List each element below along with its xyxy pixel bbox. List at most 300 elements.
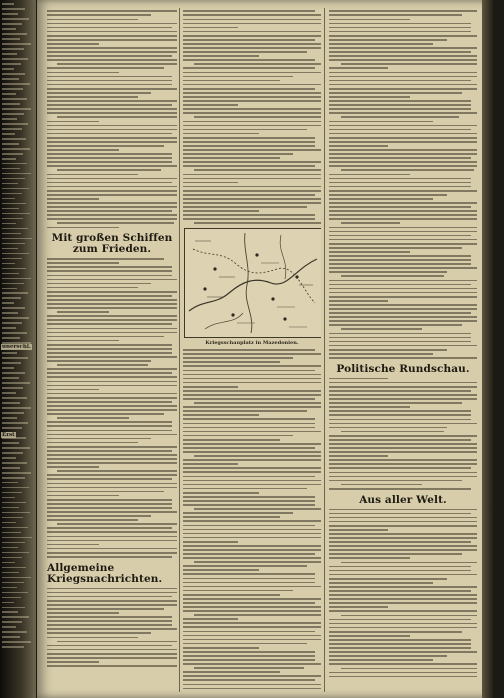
- column-middle: [183, 8, 321, 692]
- spine-text-line: [2, 367, 14, 369]
- text-line: [57, 63, 177, 65]
- text-line: [47, 495, 119, 497]
- text-line: [57, 311, 109, 313]
- text-line: [183, 59, 315, 61]
- text-line: [47, 430, 172, 432]
- text-line: [47, 381, 177, 383]
- text-line: [183, 84, 321, 86]
- spine-text-line: [2, 253, 29, 255]
- text-line: [329, 476, 477, 478]
- text-line: [47, 519, 138, 521]
- spine-text-line: [2, 292, 28, 294]
- text-line: [329, 606, 388, 608]
- text-line: [183, 23, 321, 25]
- spine-text-line: [2, 73, 25, 75]
- text-line: [183, 361, 280, 363]
- text-line: [47, 76, 172, 78]
- text-line: [329, 239, 477, 241]
- headline-political-review: Politische Rundschau.: [336, 362, 470, 375]
- spine-text-line: [2, 377, 19, 379]
- text-line: [47, 376, 177, 378]
- text-line: [183, 121, 321, 123]
- spine-text-line: [2, 427, 22, 429]
- text-line: [183, 394, 321, 396]
- spine-text-line: [2, 8, 25, 10]
- text-line: [329, 398, 477, 400]
- text-line: [183, 365, 321, 367]
- text-line: [329, 96, 410, 98]
- text-line: [47, 442, 138, 444]
- text-line: [47, 653, 177, 655]
- text-line: [329, 210, 477, 212]
- text-line: [183, 631, 315, 633]
- spine-text-line: [2, 13, 18, 15]
- text-line: [47, 548, 177, 550]
- text-line: [47, 72, 119, 74]
- text-line: [47, 397, 177, 399]
- text-line: [47, 112, 177, 114]
- text-line: [329, 316, 477, 318]
- text-line: [57, 364, 148, 366]
- text-line: [47, 10, 177, 12]
- text-line: [329, 202, 477, 204]
- article-text-block: [329, 378, 477, 490]
- spine-text-line: [2, 113, 24, 115]
- text-line: [47, 206, 177, 208]
- spine-fragment: unerschl.: [2, 344, 31, 350]
- text-line: [47, 59, 177, 61]
- text-line: [47, 145, 164, 147]
- text-line: [329, 121, 433, 123]
- text-line: [341, 562, 477, 564]
- text-line: [329, 610, 477, 612]
- text-line: [47, 23, 177, 25]
- text-line: [183, 165, 315, 167]
- spine-text-line: [2, 302, 14, 304]
- spine-text-line: [2, 203, 26, 205]
- text-line: [47, 401, 172, 403]
- text-line: [47, 303, 177, 305]
- text-line: [47, 612, 119, 614]
- text-line: [183, 573, 315, 575]
- text-line: [194, 169, 321, 171]
- text-line: [183, 476, 315, 478]
- text-line: [183, 206, 307, 208]
- binding-spine: [0, 0, 36, 698]
- text-line: [183, 578, 315, 580]
- text-line: [183, 349, 315, 351]
- spine-text-line: [2, 502, 26, 504]
- text-line: [183, 647, 259, 649]
- text-line: [47, 27, 172, 29]
- text-line: [183, 586, 321, 588]
- text-line: [329, 549, 477, 551]
- spine-text-line: [2, 38, 20, 40]
- text-line: [329, 631, 462, 633]
- text-line: [47, 55, 172, 57]
- text-line: [47, 67, 164, 69]
- text-line: [183, 374, 321, 376]
- text-line: [183, 496, 315, 498]
- text-line: [329, 390, 471, 392]
- text-line: [329, 190, 477, 192]
- text-line: [47, 80, 172, 82]
- text-line: [341, 275, 445, 277]
- text-line: [329, 382, 477, 384]
- text-line: [329, 480, 462, 482]
- spine-text-line: [2, 392, 16, 394]
- text-line: [183, 410, 307, 412]
- text-line: [329, 259, 471, 261]
- spine-text-line: [2, 552, 29, 554]
- spine-text-line: [2, 611, 18, 613]
- text-line: [329, 271, 447, 273]
- map-caption: Kriegsschauplatz in Mazedonien.: [205, 340, 299, 347]
- text-line: [183, 500, 315, 502]
- text-line: [329, 137, 477, 139]
- text-line: [329, 27, 471, 29]
- text-line: [47, 649, 177, 651]
- text-line: [329, 541, 471, 543]
- spine-text-line: [2, 28, 16, 30]
- text-line: [47, 165, 177, 167]
- text-line: [183, 431, 321, 433]
- text-line: [47, 178, 177, 180]
- text-line: [47, 393, 177, 395]
- text-line: [194, 402, 321, 404]
- text-line: [329, 545, 477, 547]
- text-line: [183, 92, 321, 94]
- text-line: [341, 431, 445, 433]
- text-line: [57, 417, 129, 419]
- text-line: [183, 125, 321, 127]
- text-line: [183, 218, 315, 220]
- text-line: [47, 133, 172, 135]
- text-line: [329, 402, 462, 404]
- spine-text-line: [2, 213, 30, 215]
- text-line: [329, 243, 477, 245]
- spine-text-line: [2, 527, 28, 529]
- spine-text-line: [2, 636, 20, 638]
- text-line: [183, 14, 321, 16]
- text-line: [329, 145, 388, 147]
- text-line: [329, 157, 471, 159]
- text-line: [329, 602, 477, 604]
- column-right: [329, 8, 477, 692]
- text-line: [47, 161, 172, 163]
- spine-text-line: [2, 557, 22, 559]
- article-text-block: [47, 10, 177, 228]
- text-line: [47, 104, 172, 106]
- text-line: [183, 427, 315, 429]
- text-line: [183, 684, 321, 686]
- spine-text-line: [2, 357, 28, 359]
- spine-text-line: [2, 592, 28, 594]
- text-line: [47, 632, 151, 634]
- text-line: [329, 557, 410, 559]
- text-line: [341, 328, 422, 330]
- text-line: [47, 503, 172, 505]
- text-line: [183, 533, 321, 535]
- text-line: [329, 288, 477, 290]
- text-line: [183, 569, 259, 571]
- text-line: [183, 675, 321, 677]
- text-line: [329, 357, 477, 359]
- spine-text-line: [2, 183, 18, 185]
- headline-world-news: Aus aller Welt.: [359, 493, 447, 506]
- text-line: [183, 202, 321, 204]
- text-line: [329, 345, 477, 347]
- text-line: [183, 618, 238, 620]
- text-line: [47, 14, 151, 16]
- text-line: [329, 198, 433, 200]
- text-line: [183, 516, 280, 518]
- spine-text-line: [2, 382, 30, 384]
- text-line: [57, 523, 177, 525]
- text-line: [47, 344, 172, 346]
- text-line: [183, 553, 315, 555]
- text-line: [329, 92, 462, 94]
- spine-text-line: [2, 243, 25, 245]
- spine-text-line: [2, 218, 23, 220]
- text-line: [329, 517, 477, 519]
- spine-text-line: [2, 522, 16, 524]
- text-line: [183, 35, 321, 37]
- text-line: [183, 149, 321, 151]
- text-line: [183, 545, 321, 547]
- text-line: [47, 637, 138, 639]
- spine-text-line: [2, 148, 30, 150]
- text-line: [183, 153, 293, 155]
- text-line: [329, 296, 477, 298]
- spine-text-line: [2, 317, 29, 319]
- text-line: [329, 635, 410, 637]
- spine-text-line: [2, 163, 27, 165]
- text-line: [47, 340, 119, 342]
- text-line: [329, 39, 447, 41]
- text-line: [329, 112, 477, 114]
- spine-text-line: [2, 178, 25, 180]
- text-line: [183, 141, 315, 143]
- text-line: [329, 459, 477, 461]
- text-line: [329, 533, 477, 535]
- text-line: [47, 88, 177, 90]
- text-line: [329, 267, 477, 269]
- text-line: [183, 594, 280, 596]
- spine-text-line: [2, 23, 22, 25]
- text-line: [183, 198, 321, 200]
- spine-text-line: [2, 412, 24, 414]
- spine-text-line: [2, 362, 21, 364]
- text-line: [329, 55, 477, 57]
- text-line: [183, 129, 307, 131]
- text-line: [329, 108, 471, 110]
- spine-text-line: [2, 248, 18, 250]
- text-line: [329, 427, 447, 429]
- spine-text-line: [2, 33, 27, 35]
- text-line: [47, 202, 177, 204]
- text-line: [183, 659, 315, 661]
- text-line: [329, 378, 388, 380]
- text-line: [329, 451, 477, 453]
- text-line: [183, 104, 238, 106]
- newspaper-page: [37, 0, 493, 698]
- text-line: [47, 536, 177, 538]
- spine-text-line: [2, 48, 24, 50]
- spine-text-line: [2, 228, 28, 230]
- spine-text-line: [2, 43, 31, 45]
- text-line: [183, 643, 307, 645]
- spine-text-line: [2, 607, 25, 609]
- text-line: [329, 218, 477, 220]
- spine-text-line: [2, 616, 29, 618]
- spine-text-line: [2, 542, 25, 544]
- spine-text-line: [2, 53, 17, 55]
- spine-text-line: [2, 572, 19, 574]
- text-line: [47, 413, 164, 415]
- text-line: [47, 287, 138, 289]
- text-line: [183, 108, 321, 110]
- text-line: [47, 266, 172, 268]
- text-line: [47, 434, 177, 436]
- text-line: [329, 423, 477, 425]
- text-line: [183, 43, 321, 45]
- text-line: [47, 153, 172, 155]
- text-line: [47, 592, 177, 594]
- spine-text-line: [2, 18, 29, 20]
- text-line: [47, 125, 177, 127]
- spine-text-line: [2, 83, 30, 85]
- text-line: [329, 72, 477, 74]
- text-line: [329, 194, 447, 196]
- text-line: [329, 47, 477, 49]
- text-line: [329, 439, 471, 441]
- text-line: [329, 284, 471, 286]
- text-line: [329, 104, 471, 106]
- text-line: [183, 451, 321, 453]
- text-line: [47, 332, 177, 334]
- text-line: [329, 337, 471, 339]
- text-line: [329, 43, 433, 45]
- text-line: [47, 454, 177, 456]
- text-line: [329, 435, 477, 437]
- text-line: [183, 80, 280, 82]
- text-line: [47, 405, 177, 407]
- text-line: [329, 676, 477, 678]
- text-line: [47, 182, 172, 184]
- text-line: [183, 423, 315, 425]
- article-text-block: [183, 10, 321, 224]
- spine-text-line: [2, 133, 15, 135]
- text-line: [329, 627, 477, 629]
- text-line: [47, 540, 177, 542]
- text-line: [329, 161, 477, 163]
- spine-text-line: [2, 258, 22, 260]
- text-line: [183, 386, 238, 388]
- text-line: [47, 186, 177, 188]
- spine-text-line: [2, 631, 27, 633]
- text-line: [47, 258, 164, 260]
- text-line: [329, 76, 477, 78]
- text-line: [183, 447, 315, 449]
- text-line: [329, 251, 410, 253]
- spine-text-line: [2, 103, 20, 105]
- text-line: [183, 582, 315, 584]
- text-line: [57, 470, 177, 472]
- text-line: [183, 100, 321, 102]
- article-text-block: [47, 258, 177, 557]
- spine-text-line: [2, 288, 17, 290]
- text-line: [47, 31, 177, 33]
- text-line: [183, 602, 315, 604]
- text-line: [329, 643, 471, 645]
- text-line: [329, 655, 447, 657]
- text-line: [47, 283, 151, 285]
- spine-text-line: [2, 153, 23, 155]
- text-line: [47, 657, 177, 659]
- text-line: [329, 206, 471, 208]
- text-line: [329, 10, 477, 12]
- text-line: [47, 323, 172, 325]
- text-line: [47, 556, 172, 558]
- text-line: [183, 182, 238, 184]
- text-line: [329, 300, 388, 302]
- text-line: [183, 488, 307, 490]
- text-line: [47, 507, 172, 509]
- text-line: [183, 537, 321, 539]
- text-line: [47, 352, 172, 354]
- text-line: [329, 472, 477, 474]
- text-line: [47, 661, 99, 663]
- text-line: [183, 418, 315, 420]
- text-line: [183, 76, 293, 78]
- text-line: [329, 133, 477, 135]
- text-line: [329, 165, 477, 167]
- text-line: [329, 280, 477, 282]
- text-line: [329, 35, 477, 37]
- text-line: [329, 525, 477, 527]
- text-line: [194, 561, 321, 563]
- text-line: [47, 596, 172, 598]
- text-line: [329, 574, 477, 576]
- text-line: [47, 92, 151, 94]
- text-line: [183, 357, 293, 359]
- text-line: [47, 100, 177, 102]
- text-line: [183, 471, 321, 473]
- text-line: [47, 478, 172, 480]
- text-line: [329, 263, 471, 265]
- text-line: [57, 169, 161, 171]
- text-line: [183, 688, 321, 690]
- text-line: [183, 504, 315, 506]
- text-line: [47, 499, 172, 501]
- text-line: [183, 96, 321, 98]
- spine-text-line: [2, 88, 23, 90]
- text-line: [329, 141, 477, 143]
- text-line: [47, 616, 172, 618]
- spine-text-line: [2, 397, 27, 399]
- text-line: [47, 544, 99, 546]
- text-line: [194, 116, 321, 118]
- text-line: [47, 149, 119, 151]
- text-line: [183, 549, 321, 551]
- text-line: [47, 588, 177, 590]
- text-line: [329, 23, 471, 25]
- page-edge-shadow: [482, 0, 493, 698]
- text-line: [329, 463, 477, 465]
- text-line: [47, 450, 172, 452]
- text-line: [183, 174, 321, 176]
